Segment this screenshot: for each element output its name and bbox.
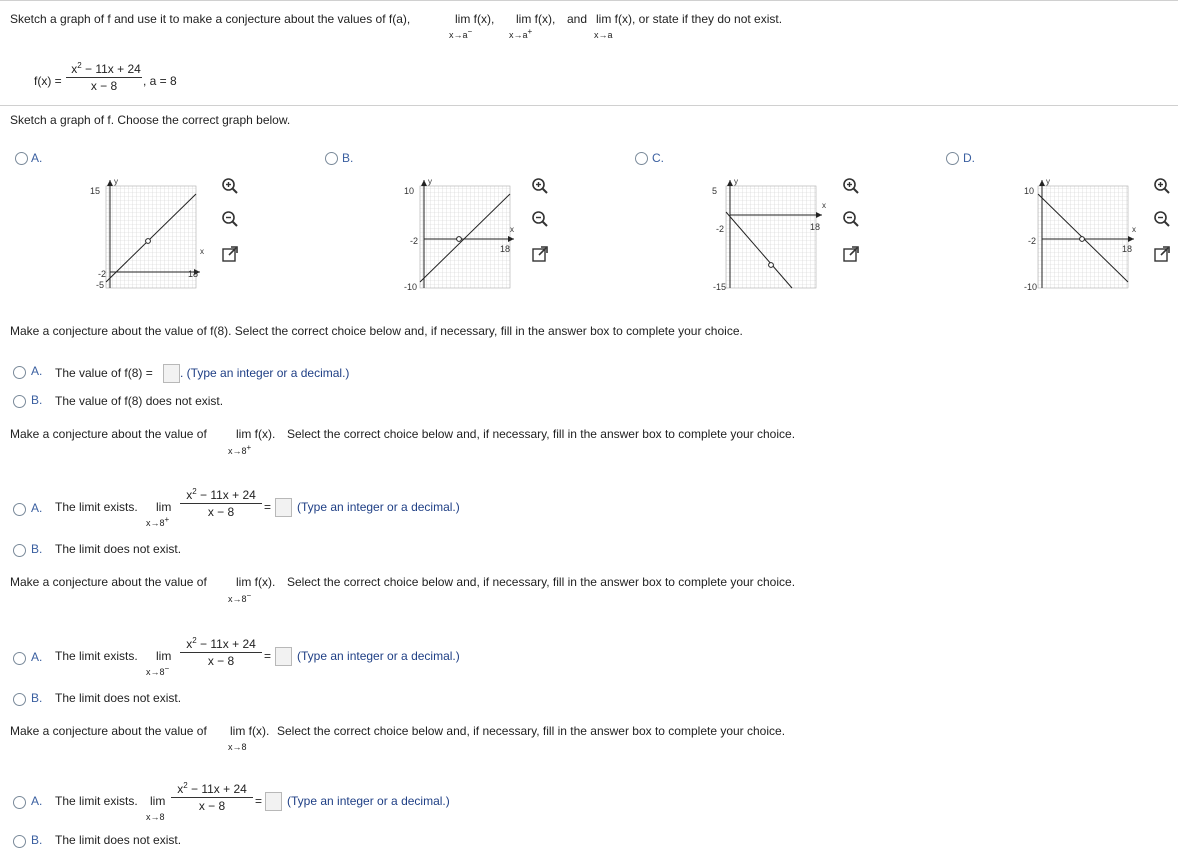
q3-equals: =: [264, 500, 272, 514]
graph-b-x-label: x: [510, 225, 514, 234]
graph-c-y-arrow: [727, 180, 733, 186]
q2-answer-box[interactable]: [163, 364, 180, 383]
q4-option-a-lim: lim: [156, 649, 172, 663]
zoom-out-icon[interactable]: [842, 210, 860, 228]
graph-d-xright-tick: 18: [1122, 244, 1133, 254]
graph-a-grid: [106, 186, 199, 288]
q4-answer-box[interactable]: [275, 647, 292, 666]
q5-option-b-letter: B.: [31, 833, 43, 847]
q3-option-b-letter: B.: [31, 542, 43, 556]
graph-c-xleft-tick: -2: [716, 224, 725, 234]
q3-option-a-radio[interactable]: [13, 503, 26, 516]
function-a-value: , a = 8: [143, 74, 177, 88]
function-lhs: f(x) =: [34, 74, 62, 88]
q4-option-a-hint: (Type an integer or a decimal.): [297, 649, 460, 663]
zoom-in-icon[interactable]: [842, 177, 860, 195]
graph-d-xleft-tick: -2: [1028, 236, 1037, 246]
q1-option-a-label: A.: [31, 151, 43, 165]
q4-equals: =: [264, 649, 272, 663]
q3-answer-box[interactable]: [275, 498, 292, 517]
graph-d: [1022, 172, 1152, 292]
graph-a-xright-tick: 18: [188, 269, 199, 279]
graph-b-grid: [420, 186, 510, 288]
q3-option-a-sub: x→8+: [146, 515, 170, 528]
q4-option-a-sub: x→8−: [146, 664, 170, 677]
q1-text: Sketch a graph of f. Choose the correct graph below.: [10, 113, 291, 127]
q3-option-a-hint: (Type an integer or a decimal.): [297, 500, 460, 514]
q5-option-a-text: The limit exists.: [55, 794, 138, 808]
graph-b-y-arrow: [421, 180, 427, 186]
q2-option-a-letter: A.: [31, 364, 43, 378]
graph-b-ybot-tick: -10: [404, 282, 418, 292]
q3-lim-sub: x→8+: [228, 443, 252, 456]
zoom-out-icon[interactable]: [221, 210, 239, 228]
q2-option-a-radio[interactable]: [13, 366, 26, 379]
prompt-text: Sketch a graph of f and use it to make a conjecture about the values of f(a),: [10, 12, 411, 26]
prompt-lim1-sub: x→a−: [449, 27, 473, 40]
q2-option-a-text: The value of f(8) =: [55, 366, 153, 380]
q3-fraction: $x^2 - 11x + 24$ x − 8: [180, 488, 262, 519]
graph-a-y-arrow: [107, 180, 113, 186]
popout-icon[interactable]: [842, 245, 860, 263]
graph-c-x-label: x: [822, 201, 826, 210]
q3-option-a-lim: lim: [156, 500, 172, 514]
graph-b-xleft-tick: -2: [410, 236, 419, 246]
q3-option-a-text: The limit exists.: [55, 500, 138, 514]
graph-a-hole: [146, 239, 151, 244]
q5-lim: lim f(x).: [230, 724, 270, 738]
q1-option-c-radio[interactable]: [635, 152, 648, 165]
q5-option-a-sub: x→8: [146, 812, 165, 822]
graph-d-hole: [1080, 237, 1085, 242]
graph-a: [88, 172, 218, 292]
q3-option-b-radio[interactable]: [13, 544, 26, 557]
q5-option-a-lim: lim: [150, 794, 166, 808]
q4-fraction: $x^2 - 11x + 24$ x − 8: [180, 637, 262, 668]
q2-text: Make a conjecture about the value of f(8). Select the correct choice below and, if necessary, fill in the answer box to complete your choice.: [10, 324, 743, 338]
q4-option-b-text: The limit does not exist.: [55, 691, 182, 705]
graph-a-ytop-tick: 15: [90, 186, 101, 196]
prompt-lim1: lim f(x),: [455, 12, 495, 26]
graph-c-x-arrow: [816, 212, 822, 218]
graph-b-ytop-tick: 10: [404, 186, 415, 196]
q1-option-d-radio[interactable]: [946, 152, 959, 165]
graph-a-x-label: x: [200, 247, 204, 256]
graph-d-x-arrow: [1128, 236, 1134, 242]
graph-a-ybot-tick: -5: [96, 280, 105, 290]
graph-c-ytop-tick: 5: [712, 186, 718, 196]
q1-option-b-radio[interactable]: [325, 152, 338, 165]
popout-icon[interactable]: [1153, 245, 1171, 263]
q5-equals: =: [255, 794, 263, 808]
q5-lim-sub: x→8: [228, 742, 247, 752]
q4-option-a-radio[interactable]: [13, 652, 26, 665]
graph-d-y-arrow: [1039, 180, 1045, 186]
prompt-lim3: lim f(x), or state if they do not exist.: [596, 12, 783, 26]
graph-c-ybot-tick: -15: [713, 282, 727, 292]
graph-c-xright-tick: 18: [810, 222, 821, 232]
graph-b: [398, 172, 528, 292]
graph-a-xleft-tick: -2: [98, 269, 107, 279]
graph-d-y-label: y: [1046, 177, 1050, 186]
q5-option-a-letter: A.: [31, 794, 43, 808]
prompt-lim3-sub: x→a: [594, 30, 613, 40]
graph-c-grid: [726, 186, 816, 288]
zoom-in-icon[interactable]: [221, 177, 239, 195]
graph-a-y-label: y: [114, 177, 118, 186]
q4-option-b-letter: B.: [31, 691, 43, 705]
q4-lim-sub: x→8−: [228, 591, 252, 604]
q4-option-a-text: The limit exists.: [55, 649, 138, 663]
q3-lim: lim f(x).: [236, 427, 276, 441]
graph-b-x-arrow: [508, 236, 514, 242]
q3-option-b-text: The limit does not exist.: [55, 542, 182, 556]
q4-text-b: Select the correct choice below and, if necessary, fill in the answer box to complete your choice.: [287, 575, 796, 589]
prompt-and: and: [567, 12, 588, 26]
zoom-out-icon[interactable]: [531, 210, 549, 228]
q3-text-a: Make a conjecture about the value of: [10, 427, 207, 441]
graph-b-hole: [457, 237, 462, 242]
q5-answer-box[interactable]: [265, 792, 282, 811]
q5-fraction: $x^2 - 11x + 24$ x − 8: [171, 782, 253, 813]
q5-option-a-radio[interactable]: [13, 796, 26, 809]
q2-option-b-letter: B.: [31, 393, 43, 407]
q5-option-a-hint: (Type an integer or a decimal.): [287, 794, 450, 808]
q1-option-b-label: B.: [342, 151, 354, 165]
zoom-out-icon[interactable]: [1153, 210, 1171, 228]
graph-c-y-label: y: [734, 177, 738, 186]
function-fraction: $x^2 - 11x + 24$ x − 8: [66, 62, 146, 93]
zoom-in-icon[interactable]: [531, 177, 549, 195]
prompt-lim2-sub: x→a+: [509, 27, 533, 40]
graph-d-x-label: x: [1132, 225, 1136, 234]
graph-c-hole: [769, 263, 774, 268]
popout-icon[interactable]: [531, 245, 549, 263]
q3-option-a-letter: A.: [31, 501, 43, 515]
graph-b-xright-tick: 18: [500, 244, 511, 254]
graph-d-ybot-tick: -10: [1024, 282, 1038, 292]
prompt-lim2: lim f(x),: [516, 12, 556, 26]
q2-option-a-hint: . (Type an integer or a decimal.): [180, 366, 350, 380]
graph-c: [710, 172, 840, 292]
q5-text-b: Select the correct choice below and, if necessary, fill in the answer box to complete your choice.: [277, 724, 786, 738]
q2-option-b-text: The value of f(8) does not exist.: [55, 394, 224, 408]
zoom-in-icon[interactable]: [1153, 177, 1171, 195]
q1-option-a-radio[interactable]: [15, 152, 28, 165]
graph-b-y-label: y: [428, 177, 432, 186]
q5-option-b-radio[interactable]: [13, 835, 26, 848]
q4-option-a-letter: A.: [31, 650, 43, 664]
graph-d-ytop-tick: 10: [1024, 186, 1035, 196]
q5-text-a: Make a conjecture about the value of: [10, 724, 207, 738]
q4-text-a: Make a conjecture about the value of: [10, 575, 207, 589]
q4-lim: lim f(x).: [236, 575, 276, 589]
q4-option-b-radio[interactable]: [13, 693, 26, 706]
q2-option-b-radio[interactable]: [13, 395, 26, 408]
q5-option-b-text: The limit does not exist.: [55, 833, 182, 847]
q3-text-b: Select the correct choice below and, if necessary, fill in the answer box to complete your choice.: [287, 427, 796, 441]
popout-icon[interactable]: [221, 245, 239, 263]
q1-option-d-label: D.: [963, 151, 975, 165]
q1-option-c-label: C.: [652, 151, 664, 165]
